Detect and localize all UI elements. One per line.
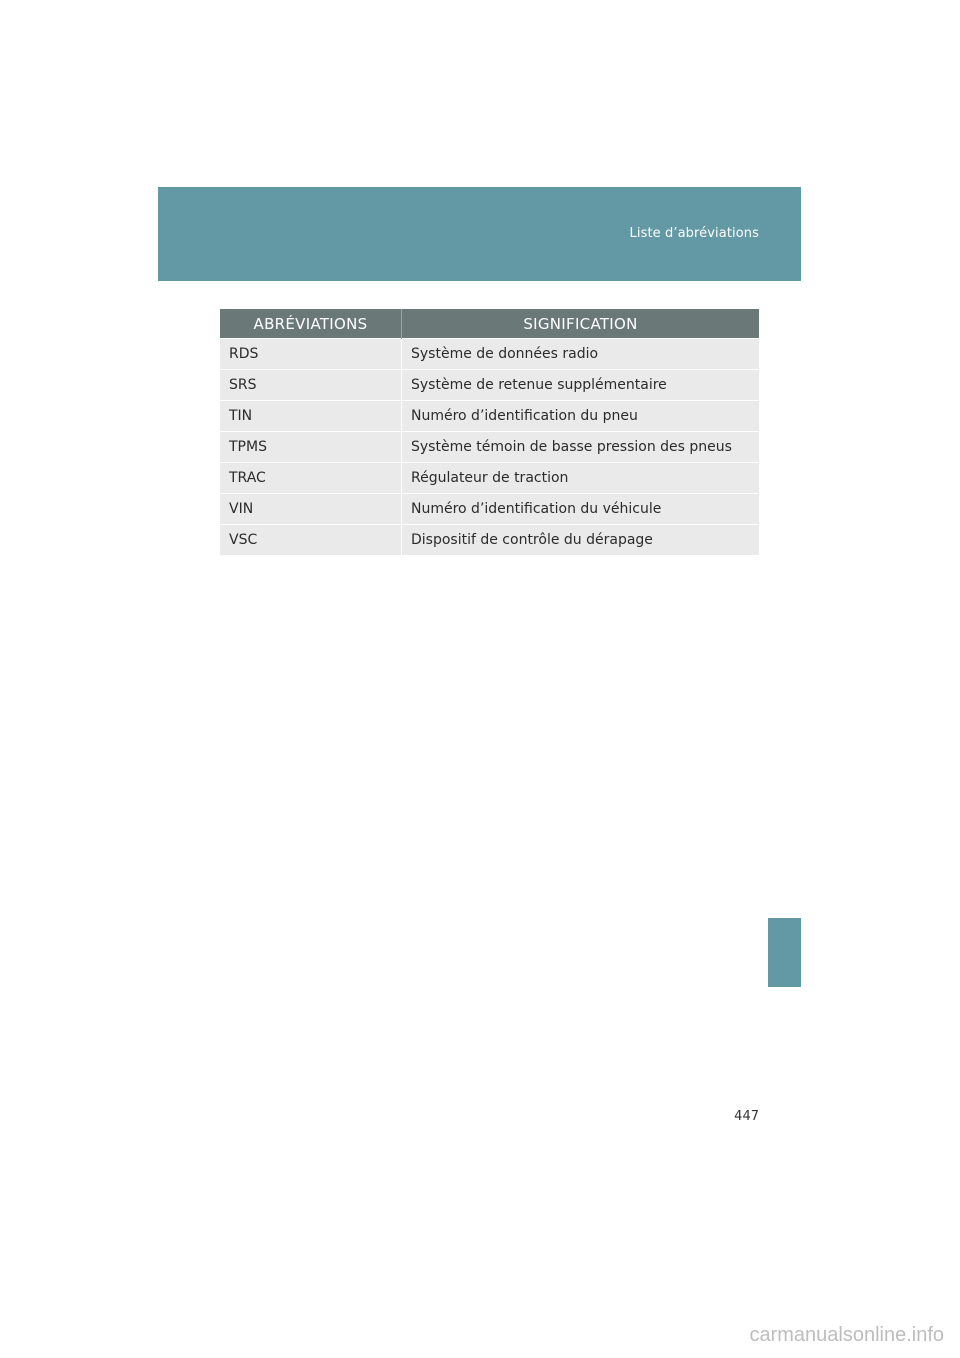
page-number: 447: [734, 1109, 759, 1124]
meaning-cell: Système de retenue supplémentaire: [402, 370, 760, 401]
table-row: [220, 463, 759, 494]
section-title: Liste d’abréviations: [629, 226, 759, 241]
watermark: carmanualsonline.info: [749, 1324, 944, 1346]
table-row: [220, 401, 759, 432]
abbreviation-cell: TPMS: [220, 432, 402, 463]
meaning-cell: Système témoin de basse pression des pneus: [402, 432, 760, 463]
abbreviations-table: [220, 309, 759, 555]
table-row: [220, 370, 759, 401]
abbreviation-cell: RDS: [220, 339, 402, 370]
abbreviation-cell: TRAC: [220, 463, 402, 494]
meaning-cell: Système de données radio: [402, 339, 760, 370]
meaning-cell: Numéro d’identification du véhicule: [402, 494, 760, 525]
header-band: [158, 187, 801, 281]
chapter-side-tab: [768, 918, 801, 987]
abbreviation-cell: VSC: [220, 525, 402, 556]
table-row: [220, 494, 759, 525]
abbreviation-cell: TIN: [220, 401, 402, 432]
meaning-cell: Régulateur de traction: [402, 463, 760, 494]
column-header-signification: SIGNIFICATION: [402, 309, 760, 339]
meaning-cell: Numéro d’identification du pneu: [402, 401, 760, 432]
table-header-row: [220, 309, 759, 339]
meaning-cell: Dispositif de contrôle du dérapage: [402, 525, 760, 556]
table-row: [220, 339, 759, 370]
abbreviation-cell: VIN: [220, 494, 402, 525]
column-header-abbreviations: ABRÉVIATIONS: [220, 309, 402, 339]
table-row: [220, 525, 759, 556]
table-row: [220, 432, 759, 463]
abbreviation-cell: SRS: [220, 370, 402, 401]
